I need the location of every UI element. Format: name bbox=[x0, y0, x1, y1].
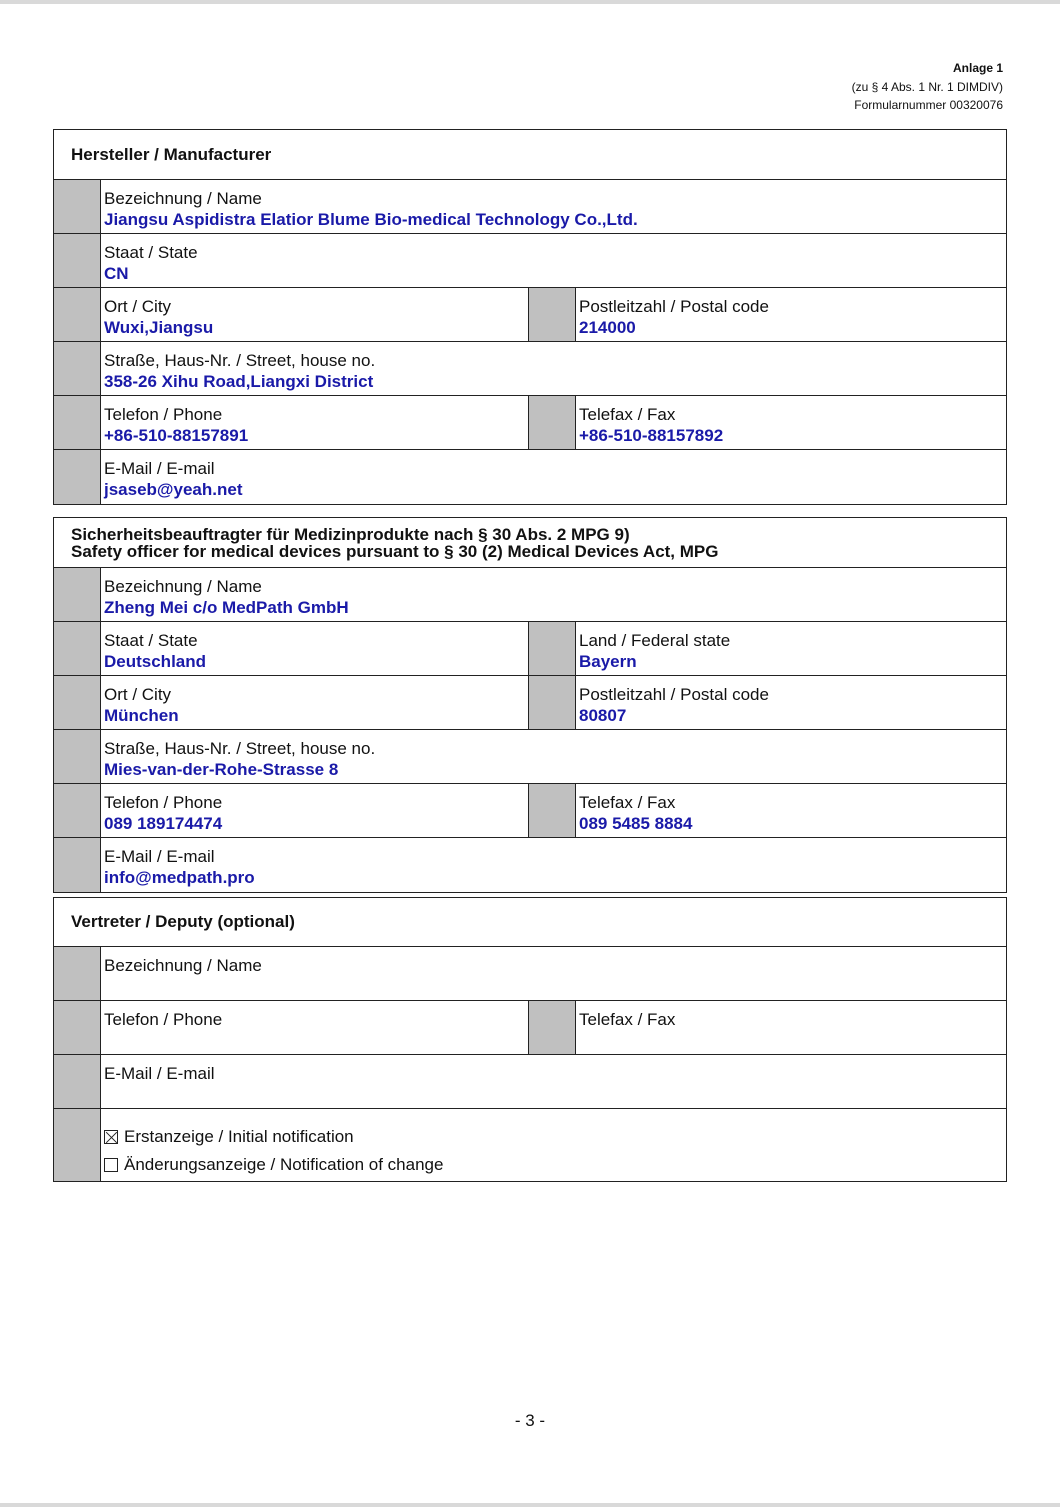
field-label: Staat / State bbox=[104, 631, 198, 650]
field-value: Zheng Mei c/o MedPath GmbH bbox=[104, 598, 349, 617]
field-value: 358-26 Xihu Road,Liangxi District bbox=[104, 372, 374, 391]
field-label: Postleitzahl / Postal code bbox=[579, 685, 769, 704]
officer-federal-state-field[interactable] bbox=[576, 622, 1006, 675]
row-marker bbox=[529, 396, 576, 449]
manufacturer-email-field[interactable] bbox=[101, 450, 1006, 504]
field-value: Bayern bbox=[579, 652, 637, 671]
row-marker bbox=[54, 1109, 101, 1181]
row-marker bbox=[54, 838, 101, 892]
manufacturer-city-row bbox=[54, 288, 1006, 342]
row-marker bbox=[54, 1001, 101, 1054]
row-marker bbox=[54, 1055, 101, 1108]
manufacturer-street-row bbox=[54, 342, 1006, 396]
field-value: 80807 bbox=[579, 706, 627, 725]
field-label: Postleitzahl / Postal code bbox=[579, 297, 769, 316]
manufacturer-fax-field[interactable] bbox=[576, 396, 1006, 449]
notification-type-row bbox=[54, 1109, 1006, 1181]
field-label: E-Mail / E-mail bbox=[104, 847, 215, 866]
manufacturer-phone-field[interactable] bbox=[101, 396, 529, 449]
field-label: Staat / State bbox=[104, 243, 198, 262]
officer-name-row bbox=[54, 568, 1006, 622]
field-value: jsaseb@yeah.net bbox=[104, 480, 243, 499]
row-marker bbox=[54, 730, 101, 783]
manufacturer-phone-row bbox=[54, 396, 1006, 450]
manufacturer-street-field[interactable] bbox=[101, 342, 1006, 395]
officer-postal-field[interactable] bbox=[576, 676, 1006, 729]
row-marker bbox=[54, 288, 101, 341]
field-value: 089 5485 8884 bbox=[579, 814, 693, 833]
checked-checkbox-icon[interactable] bbox=[104, 1130, 118, 1144]
officer-fax-field[interactable] bbox=[576, 784, 1006, 837]
field-label: Ort / City bbox=[104, 685, 172, 704]
field-label: Straße, Haus-Nr. / Street, house no. bbox=[104, 739, 376, 758]
field-label: Telefax / Fax bbox=[579, 405, 676, 424]
notification-options bbox=[101, 1109, 1006, 1181]
officer-phone-field[interactable] bbox=[101, 784, 529, 837]
officer-email-field[interactable] bbox=[101, 838, 1006, 892]
deputy-email-field[interactable] bbox=[101, 1055, 1006, 1108]
field-value: CN bbox=[104, 264, 129, 283]
field-value: Mies-van-der-Rohe-Strasse 8 bbox=[104, 760, 339, 779]
row-marker bbox=[54, 450, 101, 504]
row-marker bbox=[529, 784, 576, 837]
officer-name-field[interactable] bbox=[101, 568, 1006, 621]
field-value: +86-510-88157892 bbox=[579, 426, 724, 445]
row-marker bbox=[529, 676, 576, 729]
officer-street-row bbox=[54, 730, 1006, 784]
row-marker bbox=[54, 180, 101, 233]
manufacturer-section bbox=[53, 129, 1007, 505]
field-value: Deutschland bbox=[104, 652, 207, 671]
annex-reference: (zu § 4 Abs. 1 Nr. 1 DIMDIV) bbox=[851, 79, 1003, 94]
field-value: 214000 bbox=[579, 318, 636, 337]
officer-phone-row bbox=[54, 784, 1006, 838]
field-label: Telefax / Fax bbox=[579, 793, 676, 812]
field-label: E-Mail / E-mail bbox=[104, 459, 215, 478]
row-marker bbox=[54, 568, 101, 621]
field-value: Jiangsu Aspidistra Elatior Blume Bio-medical Technology Co.,Ltd. bbox=[104, 210, 638, 229]
row-marker bbox=[54, 947, 101, 1000]
unchecked-checkbox-icon[interactable] bbox=[104, 1158, 118, 1172]
field-value: info@medpath.pro bbox=[104, 868, 255, 887]
officer-city-field[interactable] bbox=[101, 676, 529, 729]
deputy-phone-row bbox=[54, 1001, 1006, 1055]
row-marker bbox=[54, 676, 101, 729]
safety-officer-section bbox=[53, 517, 1007, 893]
bottom-border bbox=[0, 1503, 1060, 1507]
field-label: Ort / City bbox=[104, 297, 172, 316]
officer-city-row bbox=[54, 676, 1006, 730]
deputy-email-row bbox=[54, 1055, 1006, 1109]
row-marker bbox=[54, 396, 101, 449]
page-number: - 3 - bbox=[514, 1411, 546, 1430]
row-marker bbox=[54, 784, 101, 837]
officer-email-row bbox=[54, 838, 1006, 892]
manufacturer-city-field[interactable] bbox=[101, 288, 529, 341]
manufacturer-name-row bbox=[54, 180, 1006, 234]
deputy-name-row bbox=[54, 947, 1006, 1001]
change-notification-option[interactable] bbox=[104, 1151, 1006, 1179]
deputy-title: Vertreter / Deputy (optional) bbox=[54, 898, 1006, 947]
row-marker bbox=[54, 342, 101, 395]
deputy-name-field[interactable] bbox=[101, 947, 1006, 1000]
field-label: Telefon / Phone bbox=[104, 405, 223, 424]
manufacturer-postal-field[interactable] bbox=[576, 288, 1006, 341]
initial-notification-option[interactable] bbox=[104, 1123, 1006, 1151]
safety-officer-title bbox=[54, 518, 1006, 568]
manufacturer-state-row bbox=[54, 234, 1006, 288]
field-label: Telefon / Phone bbox=[104, 1010, 223, 1029]
field-value: 089 189174474 bbox=[104, 814, 223, 833]
field-label: Bezeichnung / Name bbox=[104, 189, 262, 208]
field-label: Land / Federal state bbox=[579, 631, 731, 650]
field-label: Bezeichnung / Name bbox=[104, 956, 262, 975]
change-notification-label: Änderungsanzeige / Notification of change bbox=[124, 1155, 444, 1174]
field-value: +86-510-88157891 bbox=[104, 426, 249, 445]
row-marker bbox=[529, 288, 576, 341]
form-reference bbox=[852, 59, 1003, 115]
field-value: München bbox=[104, 706, 179, 725]
officer-state-field[interactable] bbox=[101, 622, 529, 675]
manufacturer-title: Hersteller / Manufacturer bbox=[54, 130, 1006, 180]
top-border bbox=[0, 0, 1060, 4]
deputy-fax-field[interactable] bbox=[576, 1001, 1006, 1054]
officer-street-field[interactable] bbox=[101, 730, 1006, 783]
field-value: Wuxi,Jiangsu bbox=[104, 318, 214, 337]
field-label: E-Mail / E-mail bbox=[104, 1064, 215, 1083]
field-label: Telefax / Fax bbox=[579, 1010, 676, 1029]
row-marker bbox=[54, 234, 101, 287]
manufacturer-name-field[interactable] bbox=[101, 180, 1006, 233]
initial-notification-label: Erstanzeige / Initial notification bbox=[124, 1127, 354, 1146]
field-label: Bezeichnung / Name bbox=[104, 577, 262, 596]
safety-officer-title-en: Safety officer for medical devices pursuant to § 30 (2) Medical Devices Act, MPG bbox=[71, 541, 719, 561]
form-number: Formularnummer 00320076 bbox=[854, 98, 1003, 112]
officer-state-row bbox=[54, 622, 1006, 676]
field-label: Telefon / Phone bbox=[104, 793, 223, 812]
row-marker bbox=[529, 622, 576, 675]
safety-officer-title-de: Sicherheitsbeauftragter für Medizinprodukte nach § 30 Abs. 2 MPG 9) bbox=[71, 524, 630, 544]
deputy-section bbox=[53, 897, 1007, 1182]
field-label: Straße, Haus-Nr. / Street, house no. bbox=[104, 351, 376, 370]
manufacturer-state-field[interactable] bbox=[101, 234, 1006, 287]
annex-label: Anlage 1 bbox=[952, 61, 1003, 75]
deputy-phone-field[interactable] bbox=[101, 1001, 529, 1054]
row-marker bbox=[529, 1001, 576, 1054]
manufacturer-email-row bbox=[54, 450, 1006, 504]
row-marker bbox=[54, 622, 101, 675]
